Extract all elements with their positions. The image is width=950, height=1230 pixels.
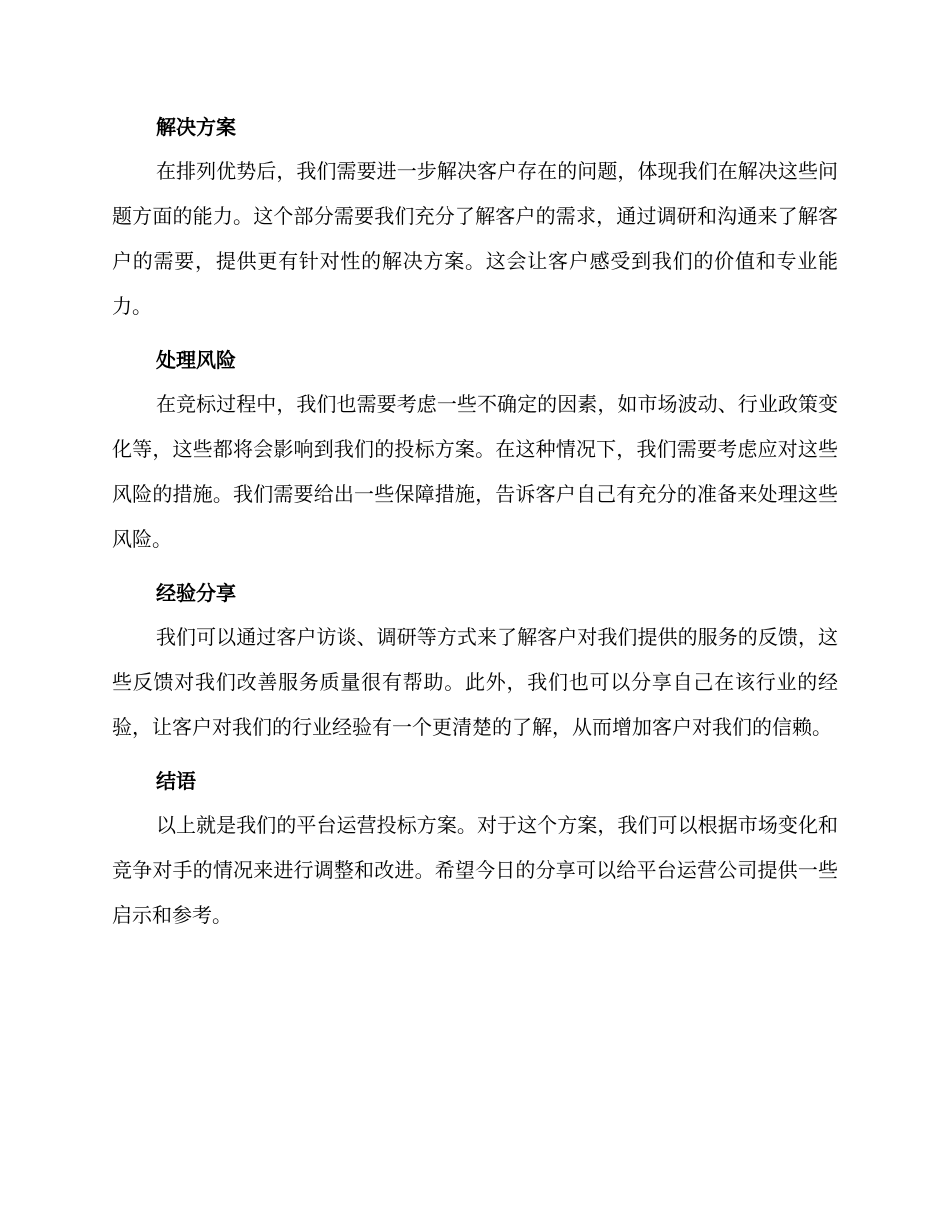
section-heading-experience: 经验分享 <box>156 581 236 605</box>
section-paragraph-solution: 在排列优势后，我们需要进一步解决客户存在的问题，体现我们在解决这些问题方面的能力。这个部分需要我们充分了解客户的需求，通过调研和沟通来了解客户的需要，提供更有针对性的解决方案。这会让客户感受到我们的价值和专业能力。 <box>112 159 838 318</box>
section-heading-solution: 解决方案 <box>156 115 236 139</box>
section-heading-conclusion: 结语 <box>156 769 196 793</box>
section-paragraph-experience: 我们可以通过客户访谈、调研等方式来了解客户对我们提供的服务的反馈，这些反馈对我们改善服务质量很有帮助。此外，我们也可以分享自己在该行业的经验，让客户对我们的行业经验有一个更清楚的了解，从而增加客户对我们的信赖。 <box>112 625 838 739</box>
section-heading-risk: 处理风险 <box>156 348 236 372</box>
section-paragraph-conclusion: 以上就是我们的平台运营投标方案。对于这个方案，我们可以根据市场变化和竞争对手的情况来进行调整和改进。希望今日的分享可以给平台运营公司提供一些启示和参考。 <box>112 813 838 927</box>
section-paragraph-risk: 在竞标过程中，我们也需要考虑一些不确定的因素，如市场波动、行业政策变化等，这些都将会影响到我们的投标方案。在这种情况下，我们需要考虑应对这些风险的措施。我们需要给出一些保障措施，告诉客户自己有充分的准备来处理这些风险。 <box>112 392 838 551</box>
